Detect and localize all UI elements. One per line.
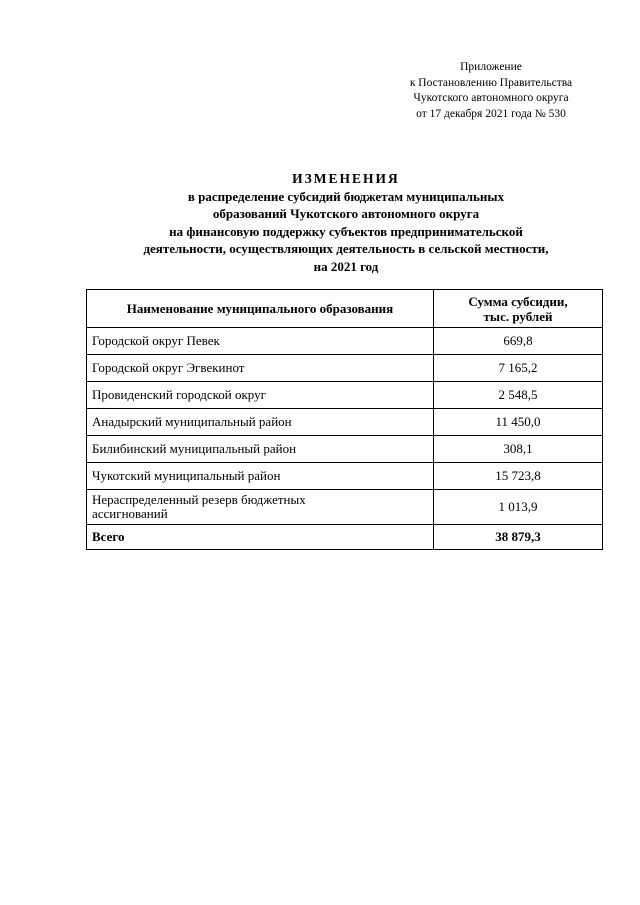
table-total-row (87, 525, 603, 550)
heading-line: на финансовую поддержку субъектов предпринимательской (169, 223, 523, 239)
appendix-line: Приложение (460, 61, 522, 73)
row-amount: 2 548,5 (434, 382, 603, 409)
column-header-amount-line: Сумма субсидии, (468, 293, 568, 309)
table-row (87, 463, 603, 490)
appendix-block (380, 60, 602, 122)
row-name: Чукотский муниципальный район (87, 463, 434, 490)
document-heading (90, 170, 602, 275)
row-amount: 1 013,9 (434, 490, 603, 525)
table-row (87, 436, 603, 463)
row-amount: 669,8 (434, 328, 603, 355)
row-name: Городской округ Певек (87, 328, 434, 355)
row-name (87, 490, 434, 525)
appendix-line: Чукотского автономного округа (413, 92, 569, 104)
total-amount: 38 879,3 (434, 525, 603, 550)
appendix-line: к Постановлению Правительства (409, 76, 573, 89)
table-row (87, 490, 603, 525)
row-amount: 15 723,8 (434, 463, 603, 490)
row-amount: 7 165,2 (434, 355, 603, 382)
table-row (87, 409, 603, 436)
document-title: ИЗМЕНЕНИЯ (292, 171, 400, 186)
table-row (87, 328, 603, 355)
table-row (87, 355, 603, 382)
appendix-line: от 17 декабря 2021 года № 530 (416, 107, 566, 120)
table-row (87, 382, 603, 409)
row-name: Билибинский муниципальный район (87, 436, 434, 463)
row-name-line: ассигнований (92, 506, 168, 521)
total-label: Всего (87, 525, 434, 550)
row-amount: 308,1 (434, 436, 603, 463)
row-name: Городской округ Эгвекинот (87, 355, 434, 382)
row-amount: 11 450,0 (434, 409, 603, 436)
subsidy-table (86, 289, 603, 550)
heading-line: в распределение субсидий бюджетам муниципальных (187, 188, 505, 204)
row-name: Провиденский городской округ (87, 382, 434, 409)
heading-line: образований Чукотского автономного округа (212, 206, 480, 221)
row-name: Анадырский муниципальный район (87, 409, 434, 436)
column-header-amount (434, 290, 603, 328)
table-header-row (87, 290, 603, 328)
column-header-name: Наименование муниципального образования (87, 290, 434, 328)
row-name-line: Нераспределенный резерв бюджетных (92, 492, 306, 507)
heading-line: деятельности, осуществляющих деятельность в сельской местности, (143, 241, 549, 256)
column-header-amount-line: тыс. рублей (483, 308, 553, 324)
heading-line: на 2021 год (313, 258, 379, 274)
